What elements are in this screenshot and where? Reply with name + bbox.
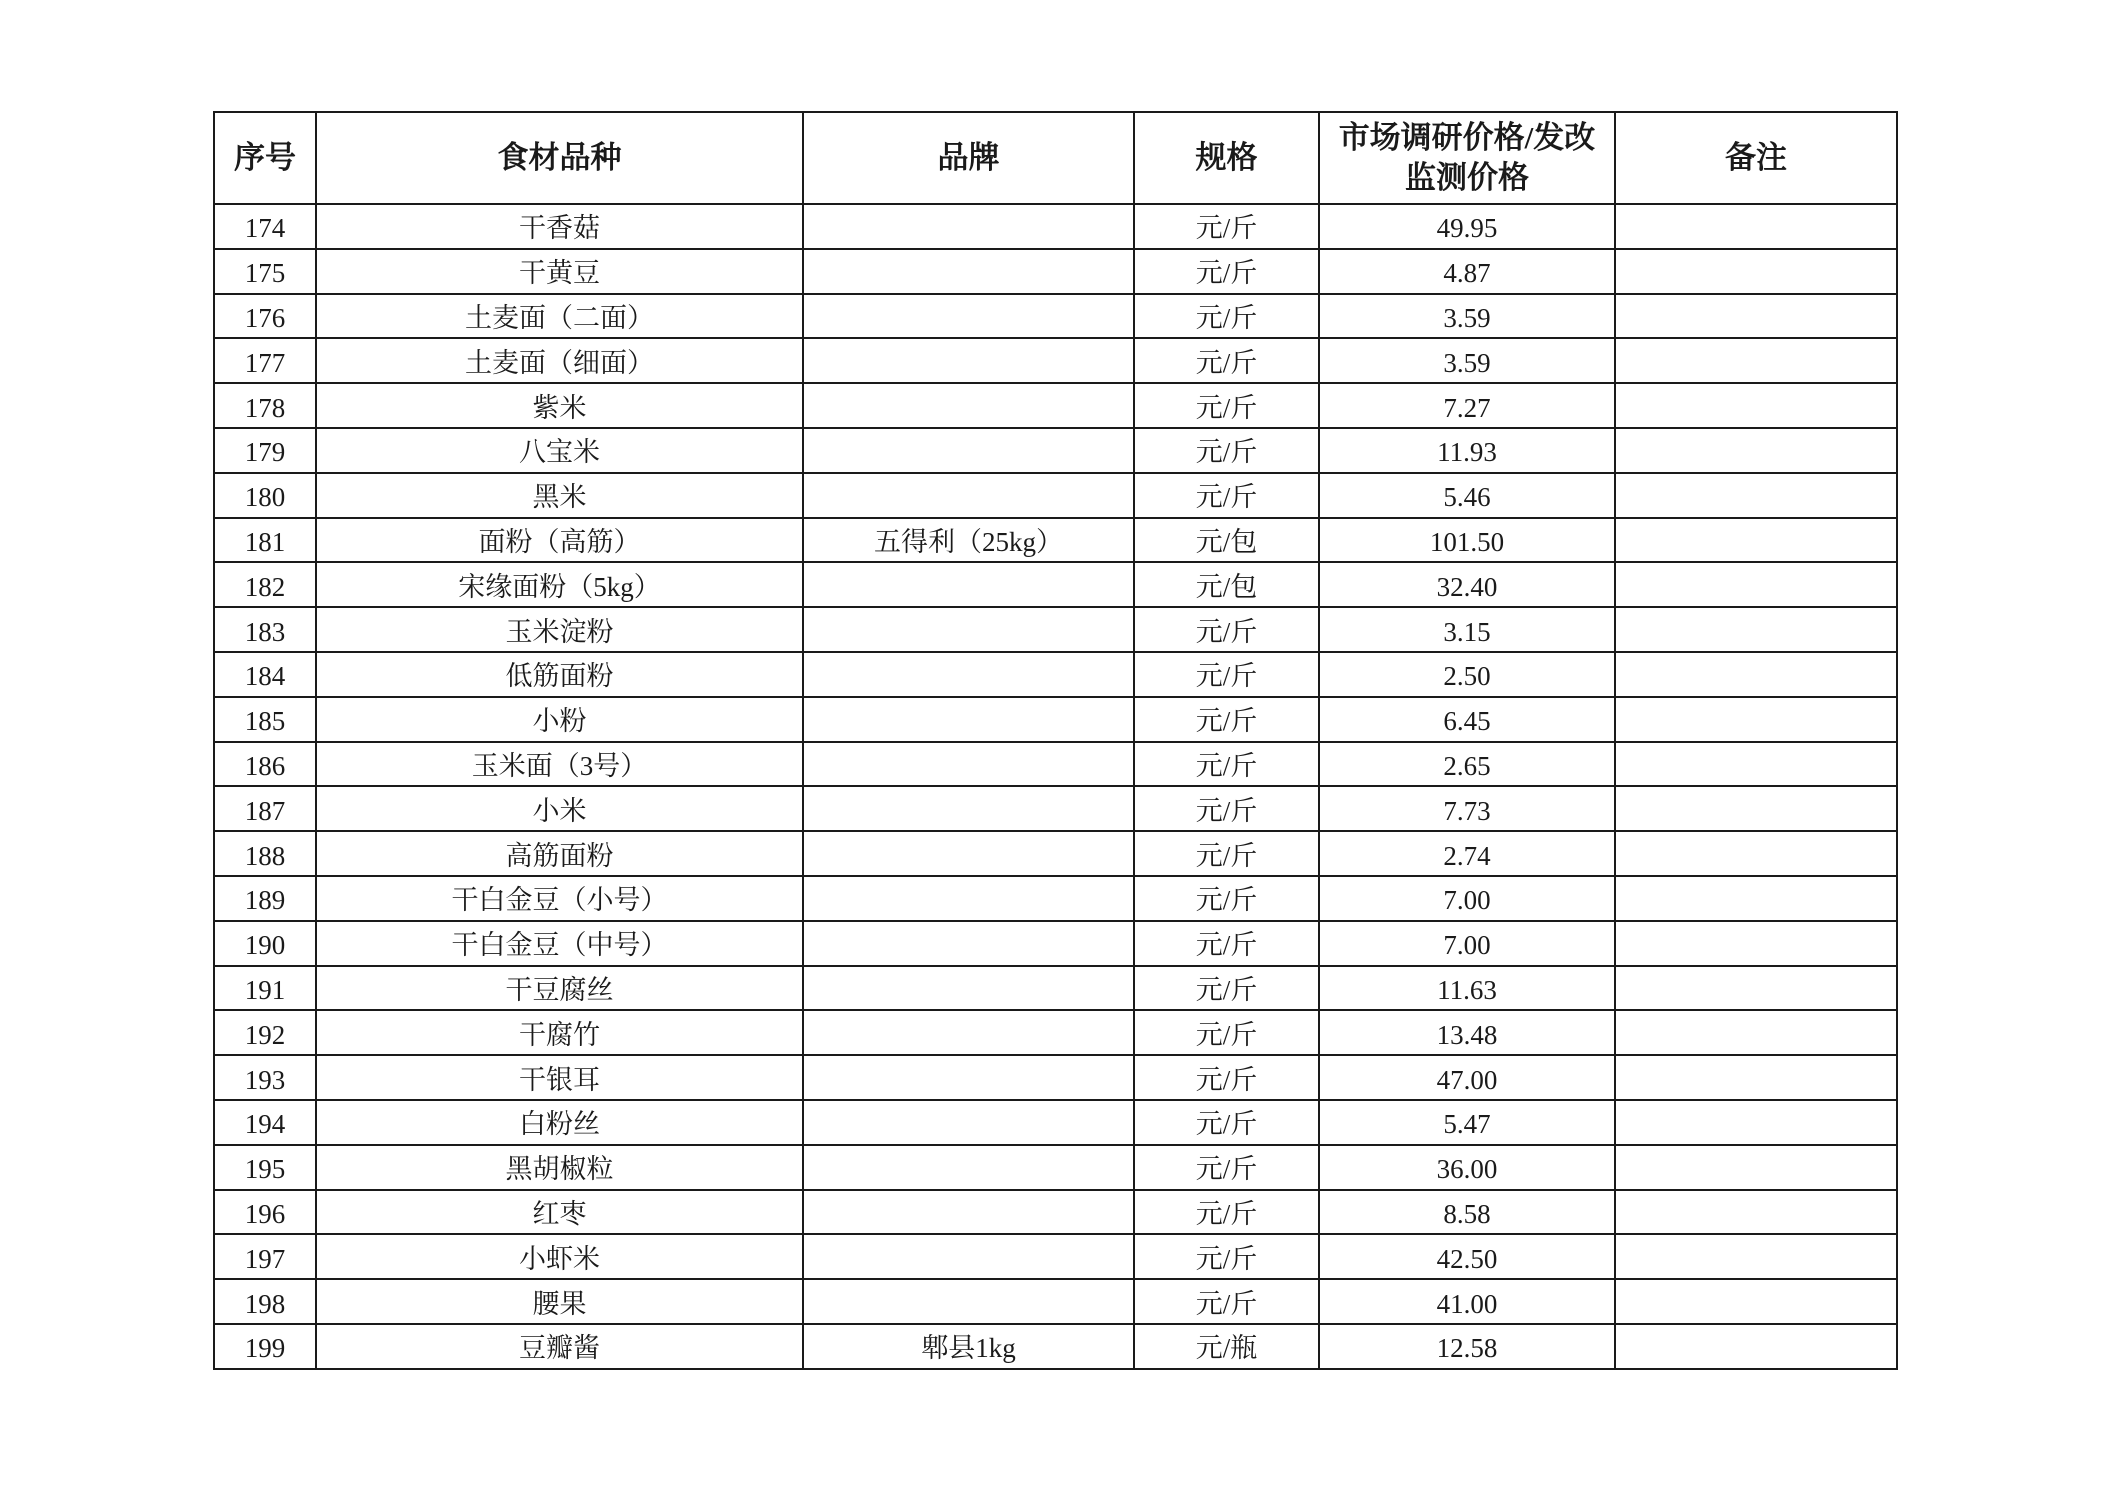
unit-cell: 元/斤	[1134, 1279, 1319, 1324]
price-cell: 11.63	[1319, 966, 1615, 1011]
table-row	[214, 876, 1897, 921]
note-cell	[1615, 1055, 1897, 1100]
unit-cell: 元/斤	[1134, 921, 1319, 966]
brand-cell: 郫县1kg	[803, 1324, 1134, 1369]
row-number-cell: 198	[214, 1279, 316, 1324]
row-number-cell: 196	[214, 1190, 316, 1235]
item-name-cell: 干腐竹	[316, 1010, 803, 1055]
item-name-cell: 土麦面（细面）	[316, 338, 803, 383]
brand-cell	[803, 383, 1134, 428]
price-cell: 32.40	[1319, 562, 1615, 607]
table-row	[214, 249, 1897, 294]
price-cell: 7.73	[1319, 786, 1615, 831]
item-name-cell: 腰果	[316, 1279, 803, 1324]
price-cell: 7.27	[1319, 383, 1615, 428]
row-number-cell: 181	[214, 518, 316, 563]
price-cell: 7.00	[1319, 921, 1615, 966]
unit-cell: 元/斤	[1134, 338, 1319, 383]
brand-cell	[803, 1234, 1134, 1279]
row-number-cell: 197	[214, 1234, 316, 1279]
note-cell	[1615, 652, 1897, 697]
item-name-cell: 干豆腐丝	[316, 966, 803, 1011]
header-brand: 品牌	[803, 112, 1134, 204]
table-row	[214, 1234, 1897, 1279]
header-price: 市场调研价格/发改监测价格	[1319, 112, 1615, 204]
brand-cell	[803, 966, 1134, 1011]
brand-cell	[803, 249, 1134, 294]
table-row	[214, 518, 1897, 563]
row-number-cell: 183	[214, 607, 316, 652]
note-cell	[1615, 1324, 1897, 1369]
note-cell	[1615, 1010, 1897, 1055]
price-cell: 11.93	[1319, 428, 1615, 473]
header-number: 序号	[214, 112, 316, 204]
price-cell: 5.46	[1319, 473, 1615, 518]
unit-cell: 元/斤	[1134, 607, 1319, 652]
row-number-cell: 189	[214, 876, 316, 921]
note-cell	[1615, 1234, 1897, 1279]
price-cell: 3.59	[1319, 294, 1615, 339]
item-name-cell: 低筋面粉	[316, 652, 803, 697]
unit-cell: 元/斤	[1134, 1190, 1319, 1235]
price-cell: 36.00	[1319, 1145, 1615, 1190]
brand-cell	[803, 338, 1134, 383]
unit-cell: 元/斤	[1134, 428, 1319, 473]
item-name-cell: 高筋面粉	[316, 831, 803, 876]
item-name-cell: 干银耳	[316, 1055, 803, 1100]
unit-cell: 元/斤	[1134, 652, 1319, 697]
brand-cell	[803, 1190, 1134, 1235]
row-number-cell: 193	[214, 1055, 316, 1100]
item-name-cell: 玉米面（3号）	[316, 742, 803, 787]
table-row	[214, 652, 1897, 697]
item-name-cell: 小米	[316, 786, 803, 831]
unit-cell: 元/斤	[1134, 966, 1319, 1011]
note-cell	[1615, 473, 1897, 518]
price-cell: 2.74	[1319, 831, 1615, 876]
note-cell	[1615, 1100, 1897, 1145]
table-row	[214, 204, 1897, 249]
brand-cell	[803, 204, 1134, 249]
price-cell: 2.50	[1319, 652, 1615, 697]
table-row	[214, 1279, 1897, 1324]
price-cell: 47.00	[1319, 1055, 1615, 1100]
brand-cell	[803, 1100, 1134, 1145]
brand-cell	[803, 742, 1134, 787]
brand-cell	[803, 786, 1134, 831]
unit-cell: 元/斤	[1134, 697, 1319, 742]
header-item: 食材品种	[316, 112, 803, 204]
unit-cell: 元/包	[1134, 518, 1319, 563]
item-name-cell: 干白金豆（小号）	[316, 876, 803, 921]
note-cell	[1615, 518, 1897, 563]
price-cell: 3.15	[1319, 607, 1615, 652]
note-cell	[1615, 697, 1897, 742]
table-row	[214, 1324, 1897, 1369]
unit-cell: 元/斤	[1134, 1234, 1319, 1279]
price-cell: 3.59	[1319, 338, 1615, 383]
table-row	[214, 1055, 1897, 1100]
note-cell	[1615, 921, 1897, 966]
table-row	[214, 383, 1897, 428]
price-cell: 6.45	[1319, 697, 1615, 742]
note-cell	[1615, 383, 1897, 428]
row-number-cell: 185	[214, 697, 316, 742]
unit-cell: 元/斤	[1134, 249, 1319, 294]
item-name-cell: 紫米	[316, 383, 803, 428]
note-cell	[1615, 831, 1897, 876]
table-row	[214, 1190, 1897, 1235]
row-number-cell: 199	[214, 1324, 316, 1369]
brand-cell	[803, 1279, 1134, 1324]
brand-cell	[803, 831, 1134, 876]
row-number-cell: 178	[214, 383, 316, 428]
unit-cell: 元/斤	[1134, 742, 1319, 787]
note-cell	[1615, 607, 1897, 652]
price-cell: 12.58	[1319, 1324, 1615, 1369]
note-cell	[1615, 786, 1897, 831]
table-row	[214, 786, 1897, 831]
note-cell	[1615, 966, 1897, 1011]
row-number-cell: 182	[214, 562, 316, 607]
unit-cell: 元/斤	[1134, 294, 1319, 339]
table-row	[214, 697, 1897, 742]
brand-cell	[803, 921, 1134, 966]
table-row	[214, 1145, 1897, 1190]
row-number-cell: 187	[214, 786, 316, 831]
note-cell	[1615, 204, 1897, 249]
brand-cell	[803, 652, 1134, 697]
brand-cell	[803, 697, 1134, 742]
row-number-cell: 194	[214, 1100, 316, 1145]
unit-cell: 元/斤	[1134, 876, 1319, 921]
item-name-cell: 红枣	[316, 1190, 803, 1235]
note-cell	[1615, 294, 1897, 339]
item-name-cell: 玉米淀粉	[316, 607, 803, 652]
table-row	[214, 338, 1897, 383]
note-cell	[1615, 249, 1897, 294]
row-number-cell: 191	[214, 966, 316, 1011]
price-cell: 7.00	[1319, 876, 1615, 921]
table-row	[214, 831, 1897, 876]
table-row	[214, 607, 1897, 652]
item-name-cell: 干香菇	[316, 204, 803, 249]
row-number-cell: 192	[214, 1010, 316, 1055]
item-name-cell: 宋缘面粉（5kg）	[316, 562, 803, 607]
table-row	[214, 921, 1897, 966]
row-number-cell: 180	[214, 473, 316, 518]
note-cell	[1615, 1279, 1897, 1324]
price-cell: 49.95	[1319, 204, 1615, 249]
price-cell: 42.50	[1319, 1234, 1615, 1279]
brand-cell	[803, 1145, 1134, 1190]
row-number-cell: 176	[214, 294, 316, 339]
brand-cell	[803, 428, 1134, 473]
unit-cell: 元/斤	[1134, 1010, 1319, 1055]
row-number-cell: 175	[214, 249, 316, 294]
header-note: 备注	[1615, 112, 1897, 204]
row-number-cell: 190	[214, 921, 316, 966]
price-cell: 4.87	[1319, 249, 1615, 294]
table-row	[214, 428, 1897, 473]
note-cell	[1615, 1145, 1897, 1190]
table-row	[214, 473, 1897, 518]
table-header	[214, 112, 1897, 204]
row-number-cell: 195	[214, 1145, 316, 1190]
table-row	[214, 1100, 1897, 1145]
row-number-cell: 174	[214, 204, 316, 249]
note-cell	[1615, 338, 1897, 383]
row-number-cell: 177	[214, 338, 316, 383]
table-row	[214, 966, 1897, 1011]
note-cell	[1615, 1190, 1897, 1235]
row-number-cell: 188	[214, 831, 316, 876]
item-name-cell: 黑胡椒粒	[316, 1145, 803, 1190]
item-name-cell: 面粉（高筋）	[316, 518, 803, 563]
table-row	[214, 562, 1897, 607]
price-cell: 5.47	[1319, 1100, 1615, 1145]
unit-cell: 元/斤	[1134, 1055, 1319, 1100]
unit-cell: 元/瓶	[1134, 1324, 1319, 1369]
unit-cell: 元/斤	[1134, 473, 1319, 518]
brand-cell	[803, 294, 1134, 339]
brand-cell	[803, 562, 1134, 607]
row-number-cell: 179	[214, 428, 316, 473]
note-cell	[1615, 562, 1897, 607]
note-cell	[1615, 428, 1897, 473]
brand-cell	[803, 1010, 1134, 1055]
table-body	[214, 204, 1897, 1369]
table-row	[214, 294, 1897, 339]
brand-cell	[803, 876, 1134, 921]
header-row	[214, 112, 1897, 204]
unit-cell: 元/包	[1134, 562, 1319, 607]
item-name-cell: 白粉丝	[316, 1100, 803, 1145]
item-name-cell: 干白金豆（中号）	[316, 921, 803, 966]
brand-cell	[803, 473, 1134, 518]
price-cell: 8.58	[1319, 1190, 1615, 1235]
note-cell	[1615, 742, 1897, 787]
item-name-cell: 干黄豆	[316, 249, 803, 294]
item-name-cell: 黑米	[316, 473, 803, 518]
unit-cell: 元/斤	[1134, 1100, 1319, 1145]
price-cell: 101.50	[1319, 518, 1615, 563]
header-unit: 规格	[1134, 112, 1319, 204]
price-cell: 13.48	[1319, 1010, 1615, 1055]
item-name-cell: 小虾米	[316, 1234, 803, 1279]
price-cell: 41.00	[1319, 1279, 1615, 1324]
unit-cell: 元/斤	[1134, 383, 1319, 428]
row-number-cell: 186	[214, 742, 316, 787]
table-row	[214, 742, 1897, 787]
item-name-cell: 豆瓣酱	[316, 1324, 803, 1369]
unit-cell: 元/斤	[1134, 831, 1319, 876]
unit-cell: 元/斤	[1134, 204, 1319, 249]
item-name-cell: 八宝米	[316, 428, 803, 473]
brand-cell	[803, 607, 1134, 652]
row-number-cell: 184	[214, 652, 316, 697]
item-name-cell: 土麦面（二面）	[316, 294, 803, 339]
table-row	[214, 1010, 1897, 1055]
price-table	[213, 111, 1898, 1370]
brand-cell	[803, 1055, 1134, 1100]
unit-cell: 元/斤	[1134, 786, 1319, 831]
item-name-cell: 小粉	[316, 697, 803, 742]
unit-cell: 元/斤	[1134, 1145, 1319, 1190]
price-cell: 2.65	[1319, 742, 1615, 787]
brand-cell: 五得利（25kg）	[803, 518, 1134, 563]
note-cell	[1615, 876, 1897, 921]
